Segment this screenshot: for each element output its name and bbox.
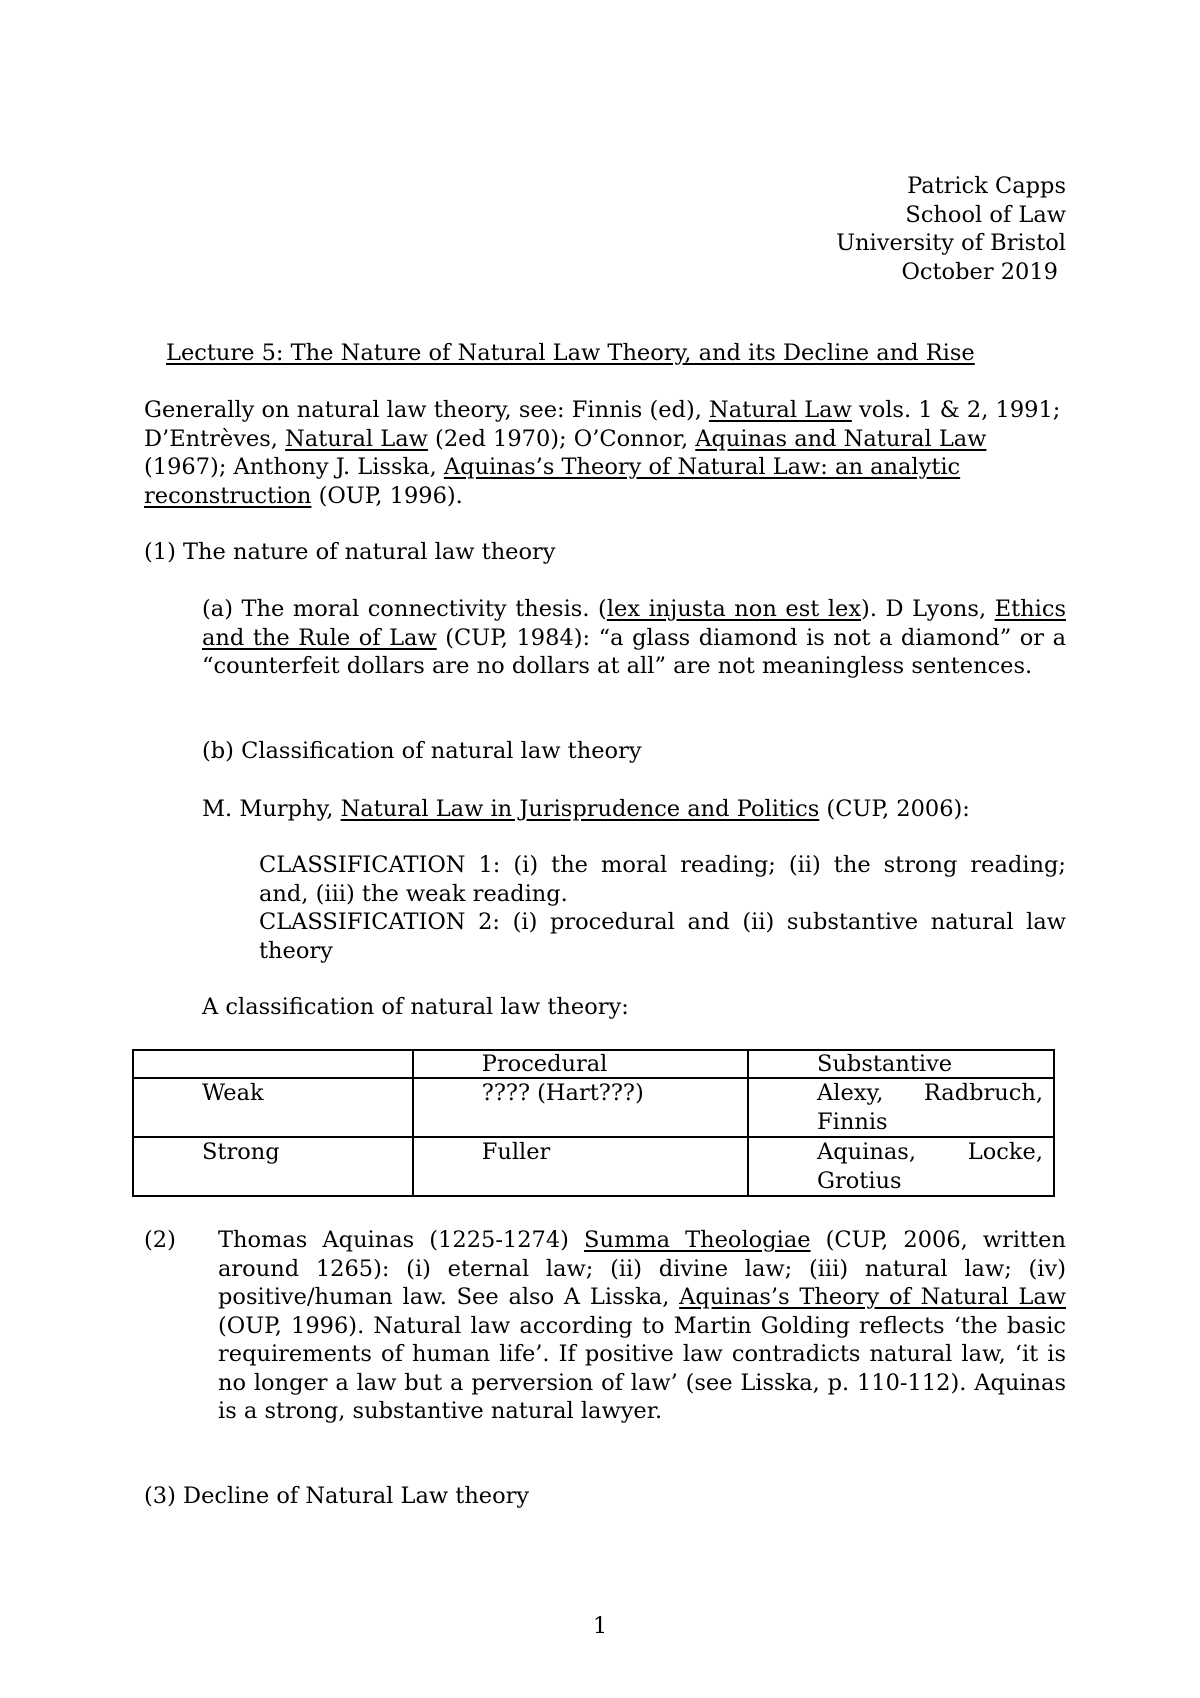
lecture-title: Lecture 5: The Nature of Natural Law Theory, and its Decline and Rise [166,340,975,366]
classification-heading: (b) Classification of natural law theory [202,738,642,764]
text: vols. 1 & 2, 1991; D’Entrèves, [144,397,1061,452]
author-university: University of Bristol [836,230,1066,256]
classification-2: CLASSIFICATION 2: (i) procedural and (ii) substantive natural law theory [259,909,1066,964]
text: Generally on natural law theory, see: Finnis (ed), [144,397,710,423]
general-reading-paragraph [144,396,1066,510]
text: (1967); Anthony J. Lisska, [144,454,444,480]
text: (a) The moral connectivity thesis. ( [202,596,607,622]
table-row [133,1137,1054,1196]
moral-connectivity-paragraph [202,595,1066,681]
text: M. Murphy, [202,796,341,822]
author-name: Patrick Capps [907,173,1066,199]
table-header-cell: Substantive [748,1050,1054,1078]
section-2-paragraph [218,1226,1066,1426]
author-block [836,172,1066,286]
author-date: October 2019 [901,258,1058,285]
classification-table [132,1049,1055,1197]
classification-1: CLASSIFICATION 1: (i) the moral reading; (ii) the strong reading; and, (iii) the weak reading. [259,852,1066,907]
classifications-block [259,851,1066,965]
reference-title: Aquinas’s Theory of Natural Law [679,1284,1067,1310]
reference-title: Aquinas and Natural Law [695,425,987,452]
table-header-row [133,1050,1054,1078]
table-row [133,1078,1054,1137]
text: Thomas Aquinas (1225-1274) [218,1227,585,1253]
murphy-reference [202,795,970,824]
section-3-heading: (3) Decline of Natural Law theory [144,1483,530,1509]
text: (CUP, 1984): “a glass diamond is not a diamond” or a “counterfeit dollars are no dollars at all” are not meaningless sentences. [202,624,1066,679]
text: (CUP, 2006): [819,796,970,822]
text: (2ed 1970); O’Connor, [427,425,696,452]
reference-title: Natural Law in Jurisprudence and Politics [340,796,820,822]
text: (CUP, 2006, written around 1265): (i) eternal law; (ii) divine law; (iii) natural law; (iv) positive/human law. See also A Lisska, [218,1227,1066,1310]
table-cell: Strong [133,1137,413,1196]
table-cell: Weak [133,1078,413,1137]
reference-title: Aquinas’s Theory of Natural Law: an analytic reconstruction [144,454,961,509]
reference-title: Ethics and the Rule of Law [202,596,1066,651]
reference-title: Natural Law [285,425,428,452]
author-school: School of Law [905,201,1066,228]
text: ). D Lyons, [861,596,995,622]
latin-maxim: lex injusta non est lex [606,596,862,622]
reference-title: Summa Theologiae [584,1227,811,1253]
table-caption: A classification of natural law theory: [202,994,629,1020]
table-cell: ???? (Hart???) [413,1078,748,1137]
page-number: 1 [592,1613,608,1639]
table-header-cell [133,1050,413,1078]
table-cell: Aquinas, Locke, Grotius [748,1137,1054,1196]
table-header-cell: Procedural [413,1050,748,1078]
table-cell: Fuller [413,1137,748,1196]
table-cell: Alexy, Radbruch, Finnis [748,1078,1054,1137]
reference-title: Natural Law [709,397,852,423]
text: (OUP, 1996). Natural law according to Martin Golding reflects ‘the basic requirements of human life’. If positive law contradicts natural law, ‘it is no longer a law but a perversion of law’ (see Lisska, p. 110-112). Aquinas is a strong, substantive natural lawyer. [218,1312,1066,1424]
text: (OUP, 1996). [311,482,463,509]
section-1-heading: (1) The nature of natural law theory [144,539,556,565]
section-2-number: (2) [144,1227,176,1253]
